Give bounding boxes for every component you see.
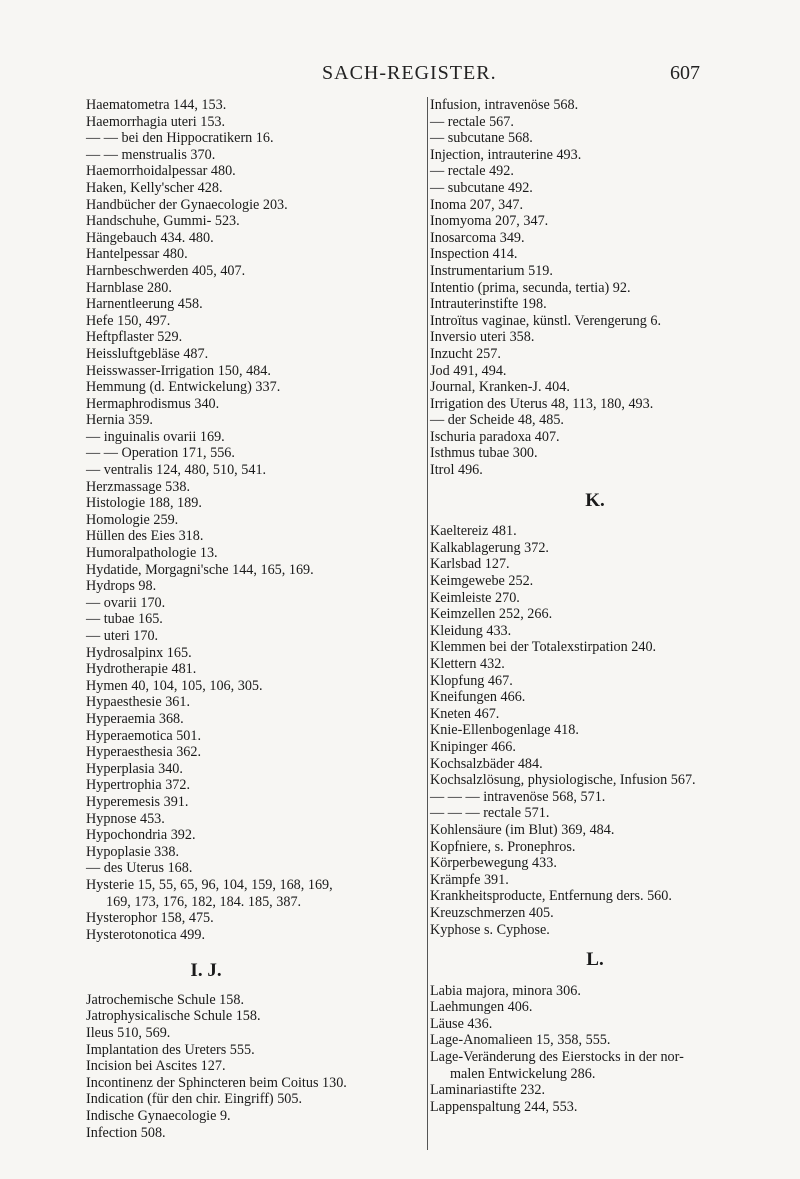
index-entry: Harnbeschwerden 405, 407.	[86, 262, 246, 279]
section-heading: L.	[586, 949, 604, 971]
index-entry: Knipinger 466.	[430, 738, 516, 755]
index-entry: Kneten 467.	[430, 705, 500, 722]
index-entry: — rectale 567.	[430, 113, 514, 130]
index-entry: Hypertrophia 372.	[86, 777, 191, 794]
index-entry: Inversio uteri 358.	[430, 329, 535, 346]
index-entry: — — — intravenöse 568, 571.	[430, 788, 606, 805]
index-entry: — rectale 492.	[430, 163, 514, 180]
index-entry: malen Entwickelung 286.	[450, 1065, 596, 1082]
index-entry: Instrumentarium 519.	[430, 262, 553, 279]
index-entry: Hydrosalpinx 165.	[86, 644, 192, 661]
index-entry: — — menstrualis 370.	[86, 146, 216, 163]
index-entry: Inspection 414.	[430, 246, 518, 263]
index-entry: Heissluftgebläse 487.	[86, 345, 209, 362]
index-entry: Inoma 207, 347.	[430, 196, 523, 213]
index-entry: Kleidung 433.	[430, 622, 512, 639]
index-entry: — uteri 170.	[86, 628, 159, 644]
index-entry: Journal, Kranken-J. 404.	[430, 379, 570, 396]
index-entry: — tubae 165.	[86, 611, 163, 628]
index-entry: Hefe 150, 497.	[86, 312, 171, 329]
index-entry: Hyperaemotica 501.	[86, 727, 202, 744]
index-entry: Harnentleerung 458.	[86, 296, 203, 313]
index-entry: Hypochondria 392.	[86, 827, 196, 844]
index-entry: Intrauterinstifte 198.	[430, 296, 547, 313]
index-entry: Karlsbad 127.	[430, 556, 510, 573]
index-entry: Jatrophysicalische Schule 158.	[86, 1008, 261, 1025]
index-entry: Hymen 40, 104, 105, 106, 305.	[86, 677, 263, 694]
index-entry: Incontinenz der Sphincteren beim Coitus 130.	[86, 1074, 347, 1091]
index-entry: — ventralis 124, 480, 510, 541.	[86, 462, 267, 479]
index-entry: Körperbewegung 433.	[430, 855, 557, 872]
index-entry: — des Uterus 168.	[86, 860, 193, 877]
index-entry: Ischuria paradoxa 407.	[430, 428, 560, 445]
index-entry: Isthmus tubae 300.	[430, 445, 538, 462]
index-entry: Kaeltereiz 481.	[430, 523, 517, 540]
index-entry: Klemmen bei der Totalexstirpation 240.	[430, 639, 657, 656]
index-entry: Hyperplasia 340.	[86, 760, 183, 777]
index-entry: Krankheitsproducte, Entfernung ders. 560.	[430, 888, 672, 905]
index-entry: Krämpfe 391.	[430, 871, 509, 888]
index-entry: Heisswasser-Irrigation 150, 484.	[86, 362, 271, 379]
index-entry: Infusion, intravenöse 568.	[430, 97, 579, 113]
index-entry: Injection, intrauterine 493.	[430, 146, 582, 163]
section-heading: I. J.	[190, 960, 222, 982]
index-entry: Hysterophor 158, 475.	[86, 910, 214, 927]
index-entry: Ileus 510, 569.	[86, 1025, 171, 1042]
index-entry: Irrigation des Uterus 48, 113, 180, 493.	[430, 395, 654, 412]
index-entry: Haken, Kelly'scher 428.	[86, 179, 223, 196]
index-entry: Hysterie 15, 55, 65, 96, 104, 159, 168, 169,	[86, 876, 333, 893]
index-entry: — subcutane 568.	[430, 130, 533, 147]
index-entry: Laehmungen 406.	[430, 999, 533, 1016]
index-entry: — ovarii 170.	[86, 594, 166, 611]
index-entry: Hyperaesthesia 362.	[86, 744, 202, 761]
index-entry: Hermaphrodismus 340.	[86, 395, 220, 412]
index-entry: Laminariastifte 232.	[430, 1082, 546, 1099]
index-entry: Kopfniere, s. Pronephros.	[430, 838, 576, 855]
index-entry: Intentio (prima, secunda, tertia) 92.	[430, 279, 631, 296]
index-entry: Hypoplasie 338.	[86, 843, 179, 860]
index-entry: Hantelpessar 480.	[86, 246, 188, 263]
index-entry: — der Scheide 48, 485.	[430, 412, 564, 429]
index-entry: Harnblase 280.	[86, 279, 172, 296]
index-entry: Klopfung 467.	[430, 672, 513, 689]
index-entry: Keimzellen 252, 266.	[430, 606, 553, 623]
index-entry: Infection 508.	[86, 1124, 166, 1141]
index-entry: Indische Gynaecologie 9.	[86, 1108, 231, 1125]
index-entry: — — bei den Hippocratikern 16.	[86, 130, 274, 147]
index-entry: Kalkablagerung 372.	[430, 539, 549, 556]
index-entry: Introïtus vaginae, künstl. Verengerung 6.	[430, 312, 662, 329]
section-heading: K.	[585, 489, 605, 511]
index-entry: Heftpflaster 529.	[86, 329, 183, 346]
index-entry: Incision bei Ascites 127.	[86, 1058, 226, 1075]
index-entry: 169, 173, 176, 182, 184. 185, 387.	[106, 893, 302, 910]
index-entry: — inguinalis ovarii 169.	[86, 428, 225, 445]
index-entry: Hyperaemia 368.	[86, 710, 184, 727]
index-entry: Inomyoma 207, 347.	[430, 213, 549, 230]
index-entry: Klettern 432.	[430, 656, 505, 672]
index-entry: Kochsalzlösung, physiologische, Infusion 567.	[430, 772, 696, 789]
index-entry: Inzucht 257.	[430, 345, 501, 362]
index-entry: — — Operation 171, 556.	[86, 445, 235, 462]
index-entry: Hüllen des Eies 318.	[86, 528, 204, 545]
index-entry: Indication (für den chir. Eingriff) 505.	[86, 1091, 303, 1108]
index-entry: Hydrotherapie 481.	[86, 661, 197, 678]
index-entry: Humoralpathologie 13.	[86, 545, 218, 562]
index-entry: Hyperemesis 391.	[86, 793, 189, 810]
index-entry: Itrol 496.	[430, 462, 483, 479]
index-entry: Homologie 259.	[86, 511, 179, 528]
page-header	[0, 62, 800, 86]
index-entry: Haemorrhoidalpessar 480.	[86, 163, 236, 180]
left-column	[86, 97, 406, 1141]
index-entry: Lage-Veränderung des Eierstocks in der nor-	[430, 1049, 684, 1066]
index-entry: Hypnose 453.	[86, 810, 165, 827]
index-entry: Hängebauch 434. 480.	[86, 229, 214, 246]
index-entry: — subcutane 492.	[430, 179, 533, 196]
index-entry: Hydrops 98.	[86, 578, 157, 595]
index-entry: Lappenspaltung 244, 553.	[430, 1098, 578, 1115]
index-entry: Haematometra 144, 153.	[86, 97, 227, 113]
index-entry: Handschuhe, Gummi- 523.	[86, 213, 240, 230]
index-entry: Knie-Ellenbogenlage 418.	[430, 722, 579, 739]
index-entry: Hemmung (d. Entwickelung) 337.	[86, 379, 281, 396]
index-entry: Jod 491, 494.	[430, 362, 507, 379]
index-entry: Hydatide, Morgagni'sche 144, 165, 169.	[86, 561, 314, 578]
index-entry: Hypaesthesie 361.	[86, 694, 191, 711]
index-entry: Kohlensäure (im Blut) 369, 484.	[430, 821, 615, 838]
index-entry: Hernia 359.	[86, 412, 153, 429]
index-entry: Inosarcoma 349.	[430, 229, 525, 246]
index-entry: Jatrochemische Schule 158.	[86, 991, 244, 1008]
index-entry: Haemorrhagia uteri 153.	[86, 113, 226, 130]
index-entry: Läuse 436.	[430, 1015, 493, 1032]
page-number: 607	[670, 62, 700, 84]
index-entry: Lage-Anomalieen 15, 358, 555.	[430, 1032, 611, 1049]
index-entry: Implantation des Ureters 555.	[86, 1041, 255, 1058]
index-entry: Keimleiste 270.	[430, 589, 520, 606]
page-title: SACH-REGISTER.	[322, 62, 497, 84]
index-entry: Keimgewebe 252.	[430, 573, 534, 590]
index-entry: Labia majora, minora 306.	[430, 982, 581, 999]
index-entry: — — — rectale 571.	[430, 805, 550, 822]
index-entry: Kochsalzbäder 484.	[430, 755, 543, 772]
index-entry: Handbücher der Gynaecologie 203.	[86, 196, 288, 213]
index-entry: Kreuzschmerzen 405.	[430, 904, 554, 921]
index-entry: Kyphose s. Cyphose.	[430, 921, 550, 938]
index-entry: Hysterotonotica 499.	[86, 926, 205, 943]
right-column	[427, 97, 770, 1150]
index-entry: Histologie 188, 189.	[86, 495, 202, 512]
index-entry: Herzmassage 538.	[86, 478, 191, 495]
index-entry: Kneifungen 466.	[430, 689, 526, 706]
